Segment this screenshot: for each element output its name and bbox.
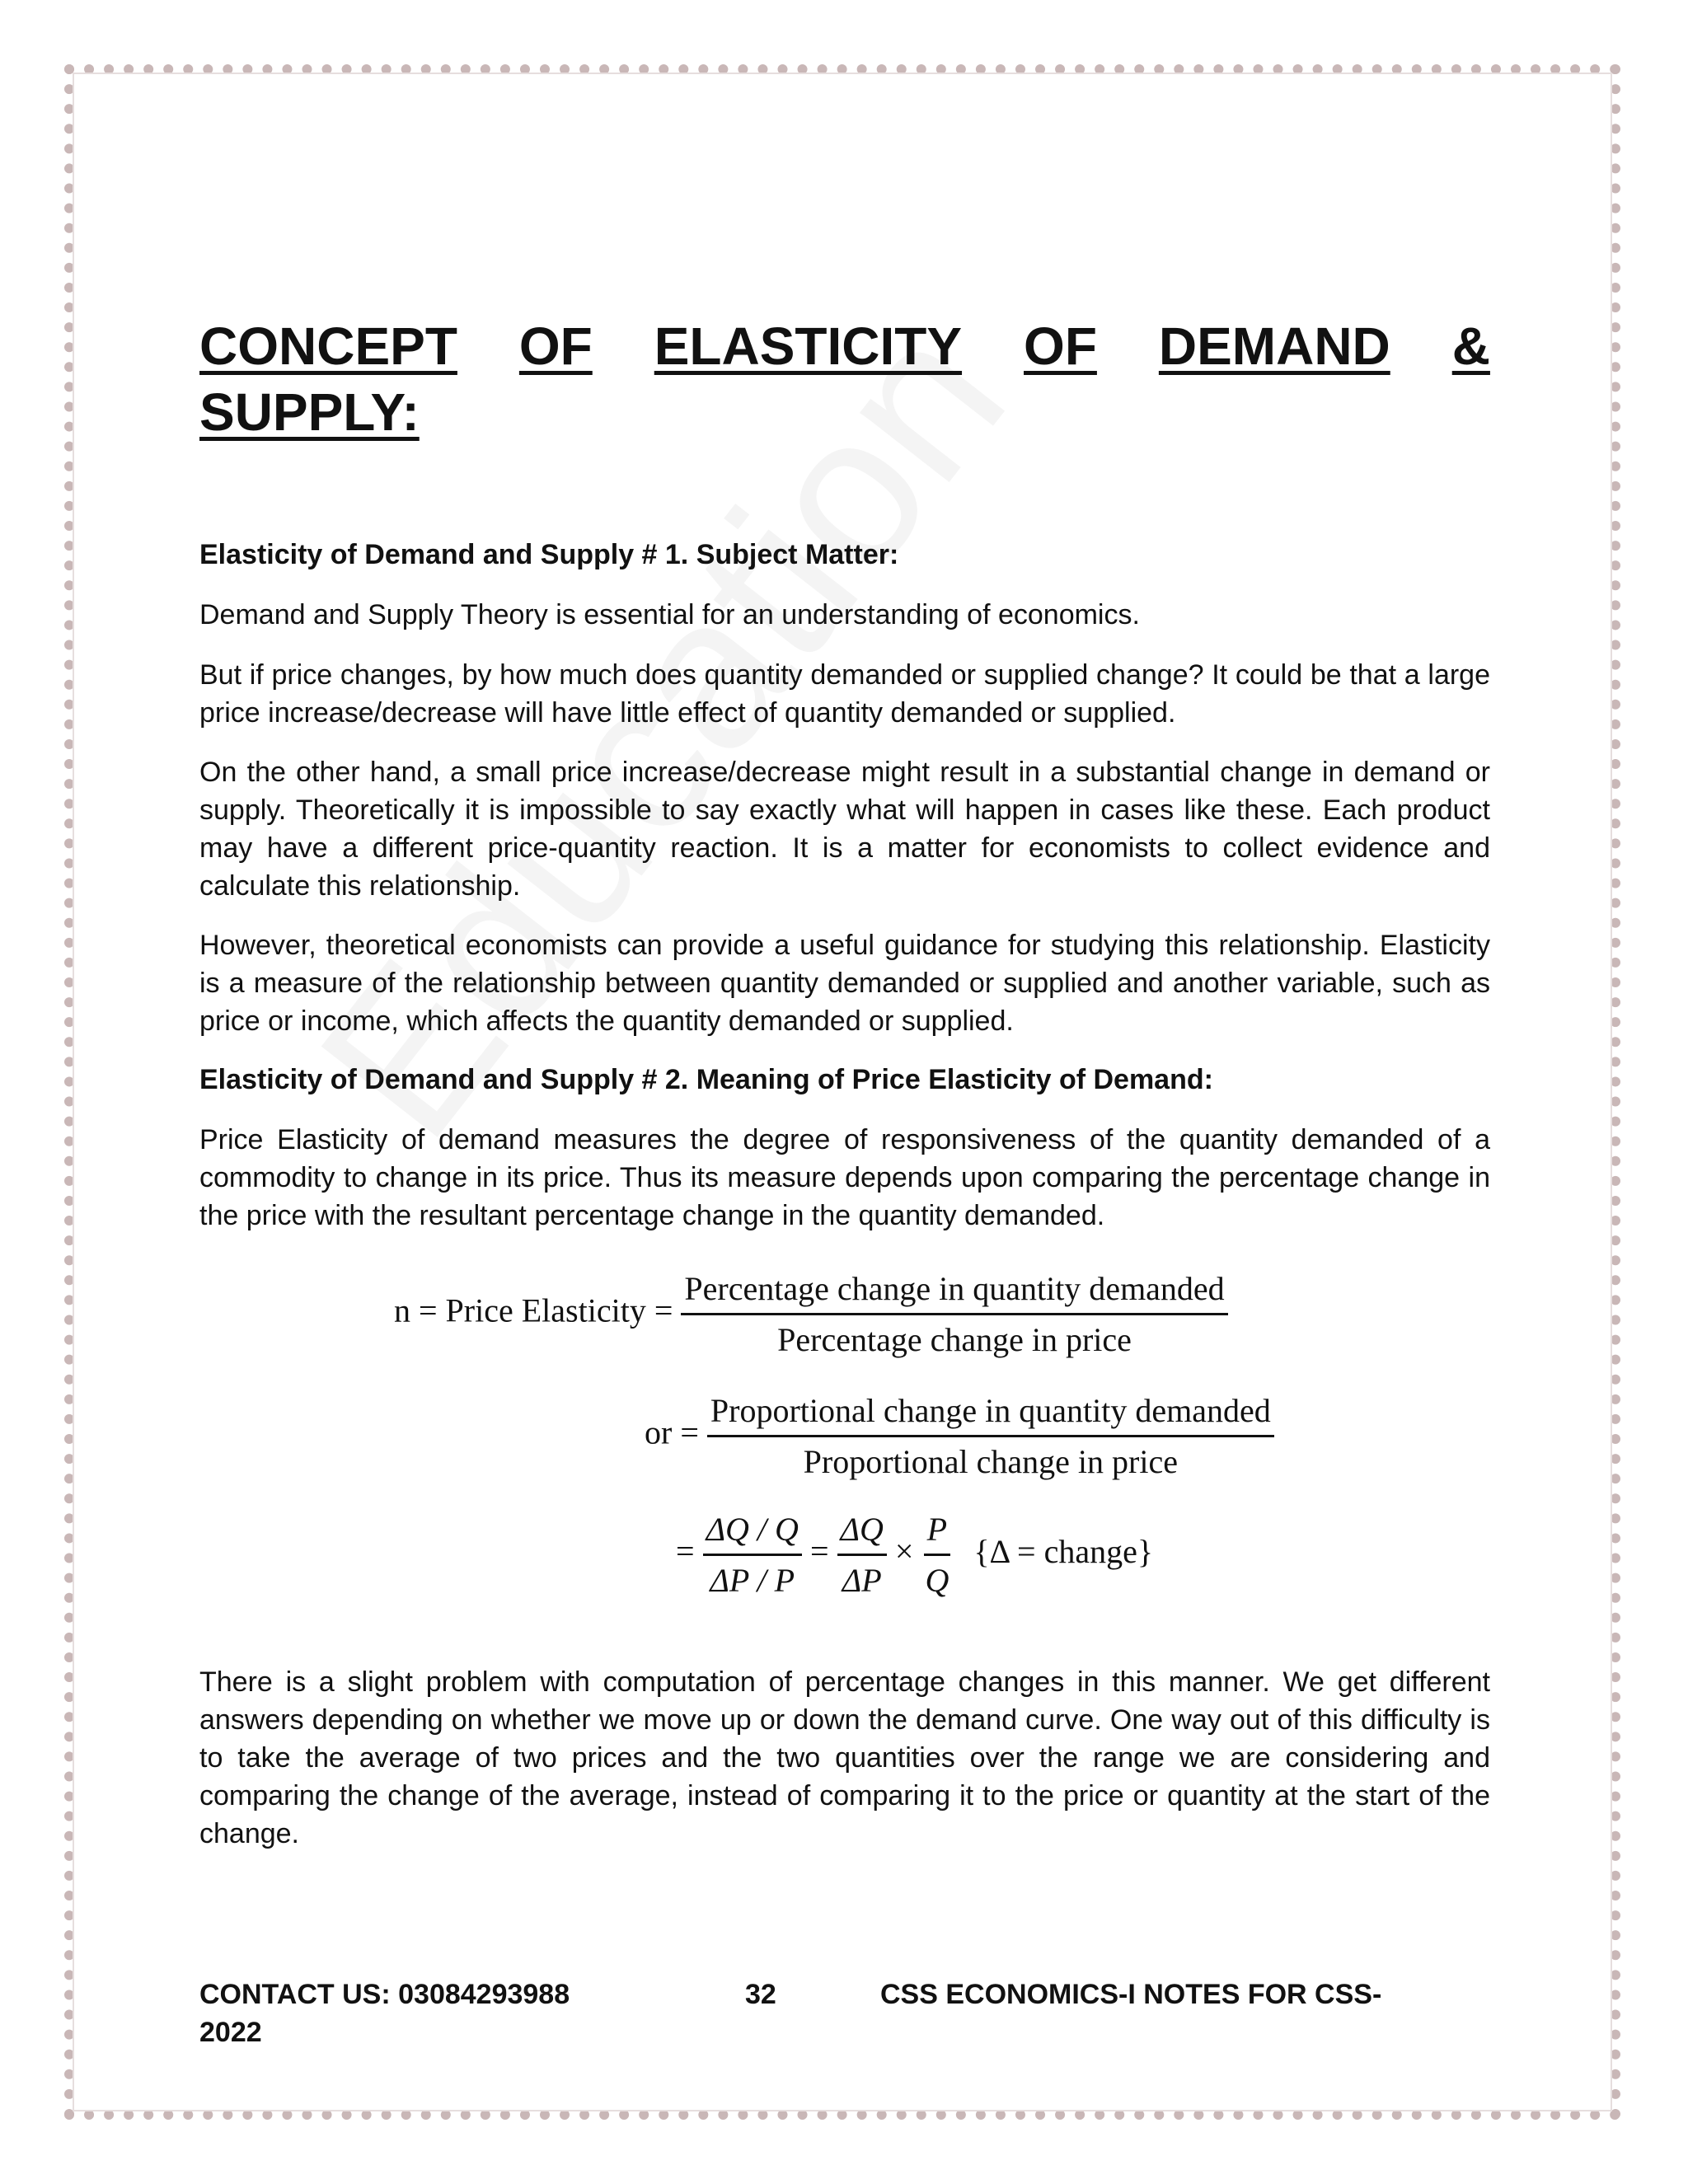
formula-note: {Δ = change}: [973, 1532, 1154, 1570]
paragraph: Demand and Supply Theory is essential for an understanding of economics.: [199, 599, 1140, 630]
footer-contact: CONTACT US: 03084293988: [199, 1979, 570, 2010]
paragraph: However, theoretical economists can provide a useful guidance for studying this relationship. Elasticity is a measure of the relationship between quantity demanded or supplied and another variable, such as price or income, which affects the quantity demanded or supplied.: [199, 930, 1490, 1037]
formula-fraction: [837, 1510, 887, 1600]
title-word: DEMAND: [1158, 316, 1390, 376]
title-line-1: [199, 313, 1490, 379]
formula-equals: =: [676, 1532, 695, 1570]
paragraph: There is a slight problem with computation of percentage changes in this manner. We get different answers depending on whether we move up or down the demand curve. One way out of this difficulty is to take the average of two prices and the two quantities over the range we are considering and comparing the change of the average, instead of comparing it to the price or quantity at the start of the change.: [199, 1666, 1490, 1849]
title-word: CONCEPT: [199, 316, 457, 376]
formula-fraction: [707, 1391, 1274, 1481]
paragraph: On the other hand, a small price increase/decrease might result in a substantial change in demand or supply. Theoretically it is impossible to say exactly what will happen in cases like these. Each product may have a different price-quantity reaction. It is a matter for economists to collect evidence and calculate this relationship.: [199, 757, 1490, 902]
page-title: [199, 313, 1490, 445]
section-1-heading: Elasticity of Demand and Supply # 1. Subject Matter:: [199, 539, 899, 570]
fraction-numerator: Proportional change in quantity demanded: [707, 1391, 1274, 1437]
fraction-denominator: ΔP / P: [710, 1562, 795, 1599]
section-2-heading: Elasticity of Demand and Supply # 2. Meaning of Price Elasticity of Demand:: [199, 1064, 1213, 1095]
fraction-numerator: Percentage change in quantity demanded: [681, 1269, 1227, 1315]
page-content: [199, 313, 1490, 445]
formula-line-2: [645, 1391, 1274, 1481]
formula-or: or =: [645, 1413, 699, 1451]
formula-line-1: [394, 1269, 1228, 1359]
formula-line-3: [676, 1510, 1153, 1600]
fraction-denominator: Percentage change in price: [777, 1321, 1132, 1358]
formula-lhs: n = Price Elasticity: [394, 1291, 646, 1329]
fraction-denominator: Q: [925, 1562, 950, 1599]
title-line-2: SUPPLY:: [199, 382, 420, 442]
formula-fraction: [921, 1510, 952, 1600]
page-number: 32: [745, 1979, 776, 2010]
formula-times: ×: [894, 1532, 914, 1570]
formula-fraction: [703, 1510, 802, 1600]
fraction-denominator: ΔP: [842, 1562, 882, 1599]
title-word: OF: [1024, 316, 1097, 376]
footer-notes-title: CSS ECONOMICS-I NOTES FOR CSS-: [880, 1979, 1382, 2010]
fraction-denominator: Proportional change in price: [803, 1443, 1178, 1480]
fraction-numerator: ΔQ / Q: [703, 1510, 802, 1556]
formula-fraction: [681, 1269, 1227, 1359]
formula-equals: =: [809, 1532, 829, 1570]
paragraph: Price Elasticity of demand measures the degree of responsiveness of the quantity demanded of a commodity to change in its price. Thus its measure depends upon comparing the percentage change in the price with the resultant percentage change in the quantity demanded.: [199, 1124, 1490, 1231]
title-word: &: [1451, 316, 1490, 376]
formula-equals: =: [654, 1291, 673, 1329]
paragraph: But if price changes, by how much does quantity demanded or supplied change? It could be that a large price increase/decrease will have little effect of quantity demanded or supplied.: [199, 659, 1490, 729]
title-word: OF: [518, 316, 593, 376]
footer-year: 2022: [199, 2017, 262, 2048]
title-word: ELASTICITY: [654, 316, 963, 376]
fraction-numerator: ΔQ: [837, 1510, 887, 1556]
fraction-numerator: P: [924, 1510, 950, 1556]
